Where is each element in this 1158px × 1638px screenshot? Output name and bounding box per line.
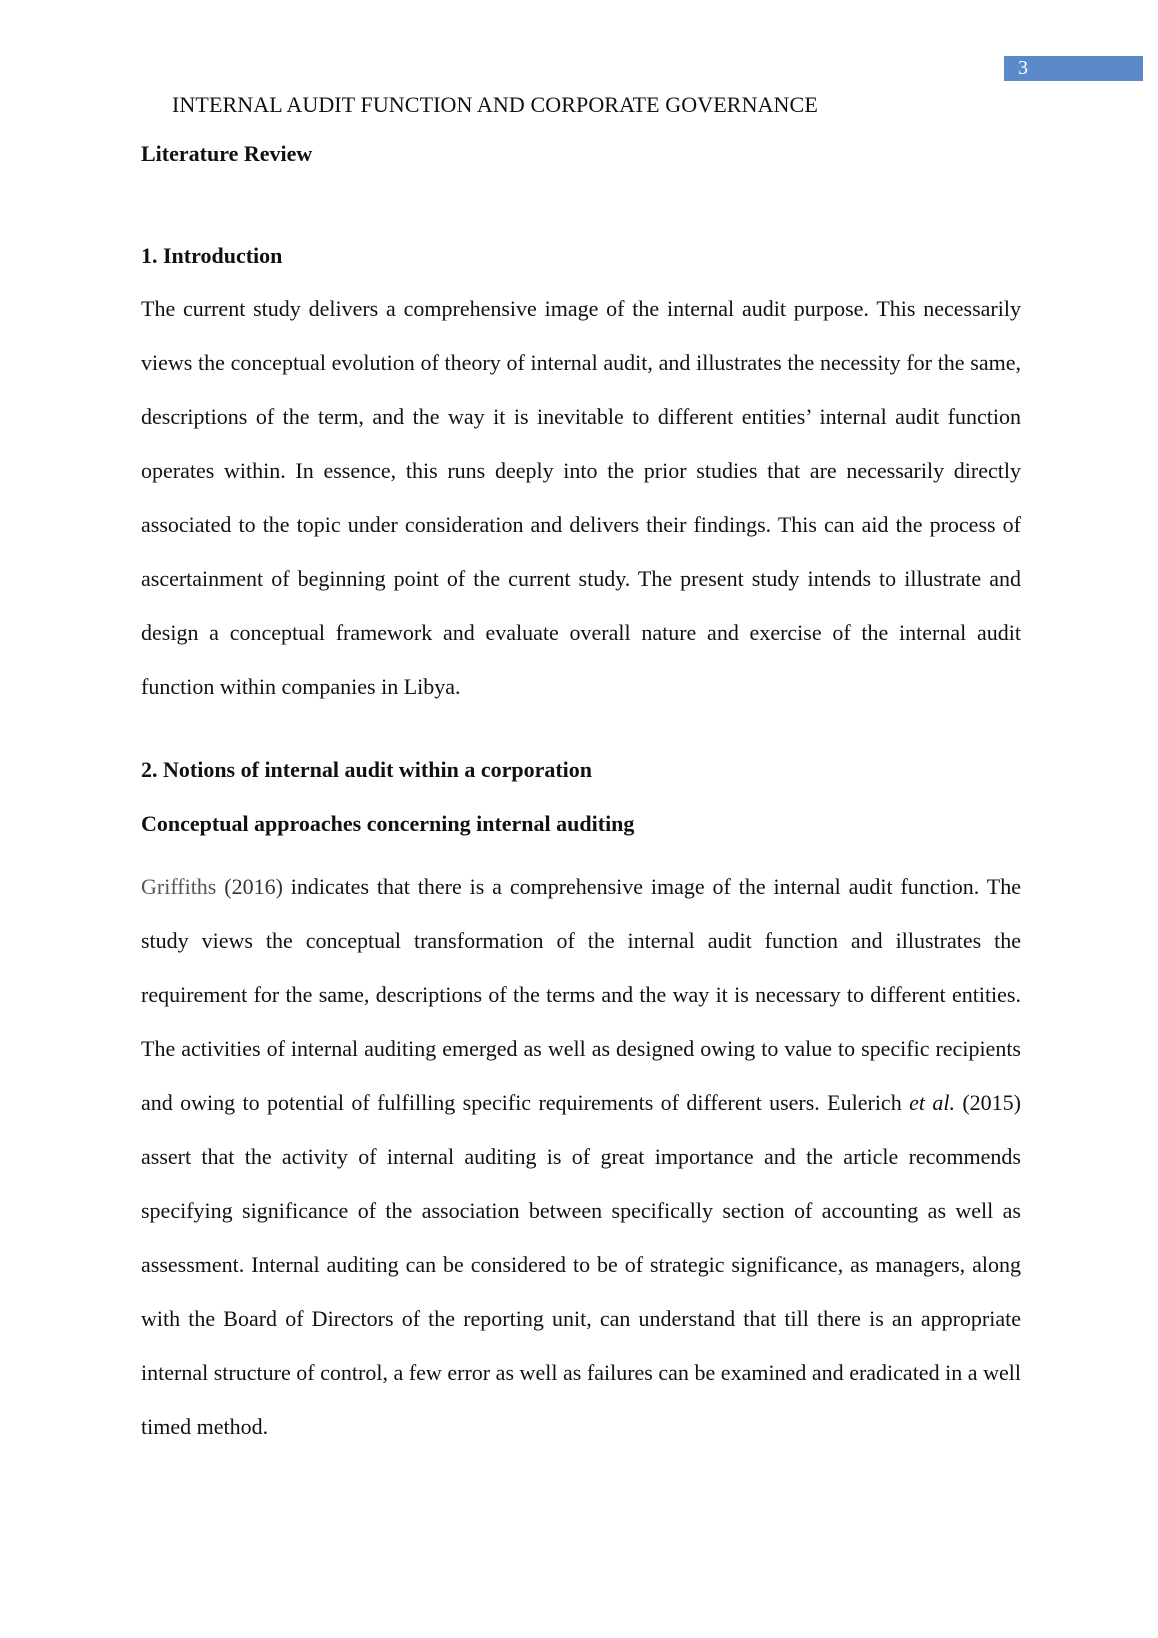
introduction-paragraph: The current study delivers a comprehensive image of the internal audit purpose. This necessarily views the conceptual evolution of theory of internal audit, and illustrates the necessity for the same, descriptions of the term, and the way it is inevitable to different entities’ internal audit function operates within. In essence, this runs deeply into the prior studies that are necessarily directly associated to the topic under consideration and delivers their findings. This can aid the process of ascertainment of beginning point of the current study. The present study intends to illustrate and design a conceptual framework and evaluate overall nature and exercise of the internal audit function within companies in Libya.	[141, 296, 1021, 699]
citation-author: Griffiths	[141, 874, 217, 899]
paragraph-text-a: indicates that there is a comprehensive image of the internal audit function. The study views the conceptual transformation of the internal audit function and illustrates the requirement for the same, descriptions of the terms and the way it is necessary to different entities. The activities of internal auditing emerged as well as designed owing to value to specific recipients and owing to potential of fulfilling specific requirements of different users. Eulerich	[141, 874, 1021, 1115]
section-title: Literature Review	[141, 141, 313, 166]
approaches-subheading: Conceptual approaches concerning internal auditing	[141, 811, 635, 836]
citation-year: (2016)	[224, 874, 283, 899]
notions-heading: 2. Notions of internal audit within a corporation	[141, 757, 593, 782]
paragraph-text-b: (2015) assert that the activity of internal auditing is of great importance and the article recommends specifying significance of the association between specifically section of accounting as well as assessment. Internal auditing can be considered to be of strategic significance, as managers, along with the Board of Directors of the reporting unit, can understand that till there is an appropriate internal structure of control, a few error as well as failures can be examined and eradicated in a well timed method.	[141, 1090, 1021, 1439]
document-body	[141, 136, 1021, 1454]
page-number: 3	[1018, 57, 1028, 79]
page-number-badge	[1004, 56, 1143, 81]
running-head: INTERNAL AUDIT FUNCTION AND CORPORATE GOVERNANCE	[172, 92, 818, 117]
introduction-heading: 1. Introduction	[141, 243, 283, 268]
et-al-italic: et al.	[909, 1090, 955, 1115]
approaches-paragraph	[141, 860, 1021, 1454]
